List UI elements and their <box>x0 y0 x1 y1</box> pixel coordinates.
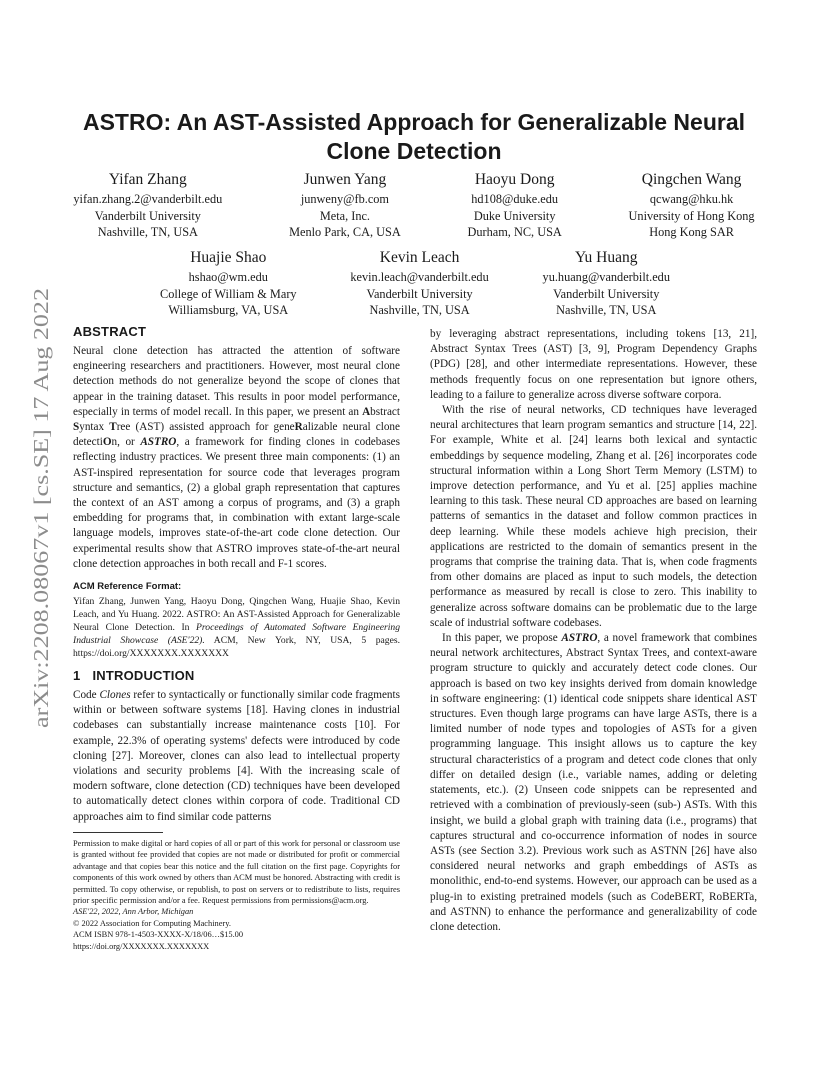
author-email: qcwang@hku.hk <box>649 192 734 206</box>
author-block <box>543 248 670 319</box>
author-location: Nashville, TN, USA <box>369 303 470 317</box>
author-name: Junwen Yang <box>303 171 387 188</box>
acronym-text: yntax <box>79 421 110 434</box>
author-affiliation: Vanderbilt University <box>94 208 201 223</box>
author-email: hshao@wm.edu <box>188 270 268 284</box>
author-affiliation: Vanderbilt University <box>366 286 473 301</box>
author-email: yifan.zhang.2@vanderbilt.edu <box>73 192 223 206</box>
author-location: Durham, NC, USA <box>467 225 562 239</box>
permission-notice: Permission to make digital or hard copies of all or part of this work for personal or classroom use is granted without fee provided that copies are not made or distributed for profit or commercial advantage and that copies bear this notice and the full citation on the first page. Copyrights for components of this work owned by others than ACM must be honored. Abstracting with credit is permitted. To copy otherwise, or republish, to post on servers or to redistribute to lists, requires prior specific permission and/or a fee. Request permissions from permissions@acm.org. <box>73 839 400 906</box>
author-affiliation: University of Hong Kong <box>628 208 755 223</box>
author-name: Kevin Leach <box>379 249 460 266</box>
author-name: Haoyu Dong <box>474 171 555 188</box>
acronym-text: ree (AST) assisted approach for gene <box>116 421 295 434</box>
intro-paragraph-2: With the rise of neural networks, CD techniques have leveraged neural architectures that learn program semantics and structure [14, 22]. For example, White et al. [24] learns both lexical and syntactic embeddings by sequence modeling, Zhang et al. [26] incorporates code structural information within a Long Short Term Memory (LSTM) to improve detection performance, and Yu et al. [25] applies machine learning to this task. These neural CD approaches are based on learning patterns of semantics in the dataset and follow common practices in deep learning. While these models achieve high precision, their applications are restricted to the domain of semantics present in the programs that comprise the training data. That is, when code fragments from other domains are placed as input to such models, the detection performance as measured by recall is close to zero. This inability to generalize across software domains can be problematic due to the large scale of industrial software codebases. <box>430 404 757 629</box>
author-name: Qingchen Wang <box>641 171 742 188</box>
intro-paragraph-3: In this paper, we propose ASTRO, a novel framework that combines neural network architectures, Abstract Syntax Trees, and context-aware program structure to quickly and accurately detect code clones. Our approach is based on two key insights derived from domain knowledge in software engineering: (1) identical code snippets share identical AST structures. Even though large programs can have large ASTs, there is a limited number of node types and topologies of ASTs for a given programming language. This insight allows us to capture the key structural characteristics of a program and detect code clones that only differ on detailed design (i.e., variable names, adding or deleting statements, etc.). (2) Unseen code snippets can be represented and retrieved with a combination of previously-seen (sub-) ASTs. With this insight, we build a global graph with training data (i.e., programs) that captures structural and co-occurrence information of nodes in source ASTs (see Section 3.2). Previous work such as ASTNN [26] have also considered neural networks and graph embeddings of ASTs as monolithic, end-to-end systems. However, our approach can be used as a plug-in to existing pretrained models (such as CodeBERT, RoBERTa, and ASTNN) to enhance the performance and generalizability of code clone detection. <box>430 632 757 933</box>
footnote-rule <box>73 832 163 833</box>
author-block <box>73 170 222 241</box>
author-block <box>629 170 755 241</box>
author-email: yu.huang@vanderbilt.edu <box>542 270 670 284</box>
conference-info: ASE'22, 2022, Ann Arbor, Michigan <box>73 907 194 917</box>
doi-line: https://doi.org/XXXXXXX.XXXXXXX <box>73 941 210 951</box>
author-name: Yu Huang <box>575 249 638 266</box>
acronym-letter: T <box>109 421 117 434</box>
author-name: Huajie Shao <box>190 249 267 266</box>
author-affiliation: Vanderbilt University <box>553 286 660 301</box>
author-location: Nashville, TN, USA <box>97 225 198 239</box>
left-column <box>73 323 400 825</box>
author-location: Nashville, TN, USA <box>556 303 657 317</box>
abstract-heading: ABSTRACT <box>73 324 147 339</box>
acronym-letter: A <box>362 405 371 418</box>
arxiv-stamp-text: arXiv:2208.08067v1 [cs.SE] 17 Aug 2022 <box>29 364 53 728</box>
author-affiliation: College of William & Mary <box>160 286 297 301</box>
copyright-footnote <box>73 838 400 952</box>
acronym-text: bstract <box>370 405 400 418</box>
authors-row-2 <box>160 248 670 319</box>
introduction-heading: 1 INTRODUCTION <box>73 668 195 684</box>
author-block <box>468 170 562 241</box>
author-email: hd108@duke.edu <box>471 192 559 206</box>
acronym-letter: S <box>73 421 80 434</box>
author-location: Williamsburg, VA, USA <box>168 303 289 317</box>
astro-name: ASTRO <box>140 436 177 449</box>
intro-paragraph-1-continued: by leveraging abstract representations, including tokens [13, 21], Abstract Syntax Trees (AST) [3, 9], Program Dependency Graphs (PDG) [28], and other intermediate representations. However, these methods frequently focus on one representation but ignore others, leading to a failure to generalize across diverse software corpora. <box>430 328 757 401</box>
acronym-letter: R <box>294 421 303 434</box>
copyright-line: © 2022 Association for Computing Machinery. <box>73 918 231 928</box>
author-affiliation: Duke University <box>473 208 556 223</box>
acronym-text: alizable neural clone detecti <box>73 421 400 449</box>
author-email: junweny@fb.com <box>300 192 389 206</box>
author-block <box>289 170 401 241</box>
author-location: Hong Kong SAR <box>649 225 734 239</box>
acronym-text: n, or <box>111 436 141 449</box>
author-location: Menlo Park, CA, USA <box>289 225 401 239</box>
paper-title: ASTRO: An AST-Assisted Approach for Generalizable Neural Clone Detection <box>82 109 745 164</box>
author-affiliation: Meta, Inc. <box>319 208 371 223</box>
author-name: Yifan Zhang <box>108 171 187 188</box>
abstract-text: Neural clone detection has attracted the attention of software engineering researchers and practitioners. However, most neural clone detection methods do not generalize beyond the scope of clones that appear in the training dataset. This results in poor model performance, especially in terms of model recall. In this paper, we present an Abstract Syntax Tree (AST) assisted approach for geneRalizable neural clone detectiOn, or ASTRO, a framework for finding clones in codebases reflecting industry practices. We present three main components: (1) an AST-inspired representation for source code that leverages program structure and semantics, (2) a global graph representation that captures the context of an AST among a corpus of programs, and (3) a graph embedding for programs that, in combination with extant large-scale language models, improves state-of-the-art code clone detection. Our experimental results show that ASTRO improves state-of-the-art neural clone detection approaches in both recall and F-1 scores. <box>73 345 400 570</box>
arxiv-stamp <box>18 285 56 730</box>
author-block <box>160 248 297 319</box>
acm-reference-heading: ACM Reference Format: <box>73 581 182 593</box>
authors-row-1 <box>40 170 788 241</box>
acm-reference-text: Yifan Zhang, Junwen Yang, Haoyu Dong, Qingchen Wang, Huajie Shao, Kevin Leach, and Yu Huang. 2022. ASTRO: An AST-Assisted Approach for Generalizable Neural Clone Detection. In Proceedings of Automated Software Engineering Industrial Showcase (ASE'22). ACM, New York, NY, USA, 5 pages. https://doi.org/XXXXXXX.XXXXXXX <box>73 596 400 660</box>
isbn-line: ACM ISBN 978-1-4503-XXXX-X/18/06…$15.00 <box>73 930 244 940</box>
intro-paragraph-1: Code Clones refer to syntactically or functionally similar code fragments within or between software systems [18]. Having clones in industrial codebases can substantially increase maintenance costs [10]. For example, 22.3% of operating systems' defects were introduced by code cloning [27]. Moreover, clones can also lead to intellectual property violations and security problems [4]. With the increasing scale of modern software, clone detection (CD) techniques have been developed to automatically detect clones within corpora of code. Traditional CD approaches aim to find similar code patterns <box>73 689 400 823</box>
acronym-letter: O <box>102 436 112 449</box>
author-email: kevin.leach@vanderbilt.edu <box>350 270 489 284</box>
right-column <box>430 327 757 935</box>
author-block <box>350 248 488 319</box>
